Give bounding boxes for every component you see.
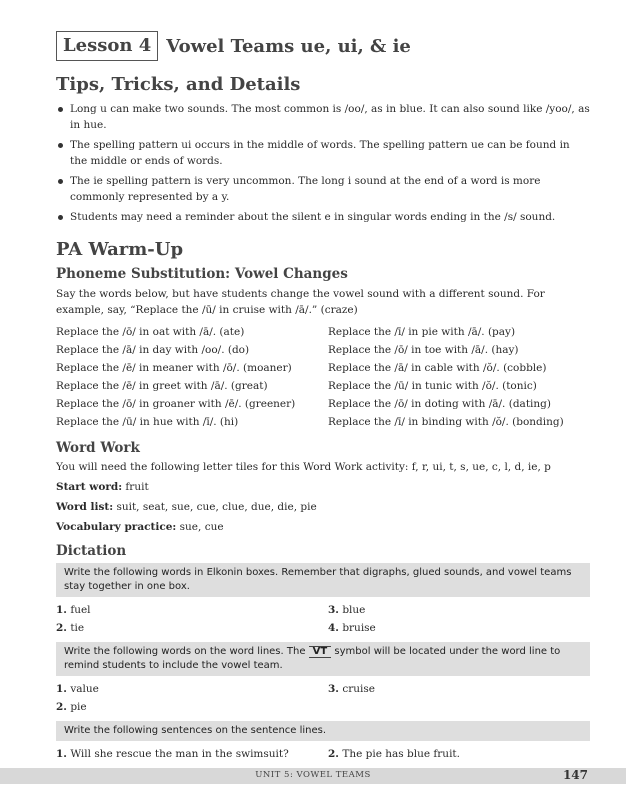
dictation-item: 2. tie [56,622,85,634]
pa-right-item: Replace the /ī/ in binding with /ŏ/. (bonding) [328,416,564,428]
dictation-instruction-2: Write the following words on the word lines. The VT symbol will be located under the word line to remind students to include the vowel team. [56,642,590,676]
word-list [56,499,590,515]
tip-item: The ie spelling pattern is very uncommon. The long i sound at the end of a word is more commonly represented by a y. [56,173,590,205]
vowel-team-symbol: VT [309,646,332,658]
dictation-item: 3. cruise [328,683,375,695]
dictation-item: 3. blue [328,604,366,616]
pa-left-item: Replace the /ē/ in meaner with /ō/. (moaner) [56,362,292,374]
pa-left-item: Replace the /ū/ in hue with /ī/. (hi) [56,416,239,428]
tips-heading: Tips, Tricks, and Details [56,74,301,95]
dictation-item: 4. bruise [328,622,376,634]
word-work-heading: Word Work [56,440,140,456]
page-content [56,30,590,762]
pa-right-item: Replace the /ū/ in tunic with /ŏ/. (tonic) [328,380,537,392]
dictation-list-2 [56,681,590,715]
pa-right-item: Replace the /ī/ in pie with /ā/. (pay) [328,326,516,338]
dictation-item: 2. pie [56,701,87,713]
dictation-item: 2. The pie has blue fruit. [328,748,460,760]
dictation-heading: Dictation [56,543,127,559]
tips-list [56,101,590,225]
tip-item: Students may need a reminder about the silent e in singular words ending in the /s/ sound. [56,209,590,225]
dictation-item [328,699,590,715]
page-number: 147 [562,768,588,782]
lesson-title: Vowel Teams ue, ui, & ie [166,35,411,57]
footer-unit: UNIT 5: VOWEL TEAMS [255,770,371,780]
lesson-label: Lesson 4 [56,31,158,61]
dictation-instruction-1: Write the following words in Elkonin boxes. Remember that digraphs, glued sounds, and vowel teams stay together in one box. [56,563,590,597]
pa-right-item: Replace the /ō/ in doting with /ā/. (dating) [328,398,551,410]
dictation-item: 1. value [56,683,99,695]
start-word [56,479,590,495]
dictation-item: 1. fuel [56,604,91,616]
pa-left-item: Replace the /ē/ in greet with /ā/. (great) [56,380,268,392]
word-list-label: Word list: [56,501,114,513]
lesson-header [56,30,590,62]
tip-item: The spelling pattern ui occurs in the middle of words. The spelling pattern ue can be found in the middle or ends of words. [56,137,590,169]
word-work-intro: You will need the following letter tiles for this Word Work activity: f, r, ui, t, s, ue, c, l, d, ie, p [56,461,551,473]
vocab-practice [56,519,590,535]
word-list-value: suit, seat, sue, cue, clue, due, die, pie [116,501,317,513]
dictation-list-3 [56,746,590,762]
pa-left-item: Replace the /ō/ in groaner with /ē/. (greener) [56,398,296,410]
pa-subheading: Phoneme Substitution: Vowel Changes [56,266,348,282]
pa-right-item: Replace the /ō/ in toe with /ā/. (hay) [328,344,519,356]
start-word-label: Start word: [56,481,123,493]
pa-list [56,324,590,430]
pa-intro: Say the words below, but have students change the vowel sound with a different sound. For example, say, “Replace the /ū/ in cruise with /ā/.” (craze) [56,288,545,316]
vocab-practice-value: sue, cue [179,521,224,533]
dictation-instruction-3: Write the following sentences on the sentence lines. [56,721,590,741]
vocab-practice-label: Vocabulary practice: [56,521,177,533]
pa-left-item: Replace the /ā/ in day with /oo/. (do) [56,344,250,356]
dictation-item: 1. Will she rescue the man in the swimsuit? [56,748,289,760]
pa-right-item: Replace the /ā/ in cable with /ŏ/. (cobble) [328,362,547,374]
dictation-list-1 [56,602,590,636]
tip-item: Long u can make two sounds. The most common is /oo/, as in blue. It can also sound like /yoo/, as in hue. [56,101,590,133]
pa-left-item: Replace the /ō/ in oat with /ā/. (ate) [56,326,245,338]
start-word-value: fruit [125,481,149,493]
pa-heading: PA Warm-Up [56,239,184,260]
